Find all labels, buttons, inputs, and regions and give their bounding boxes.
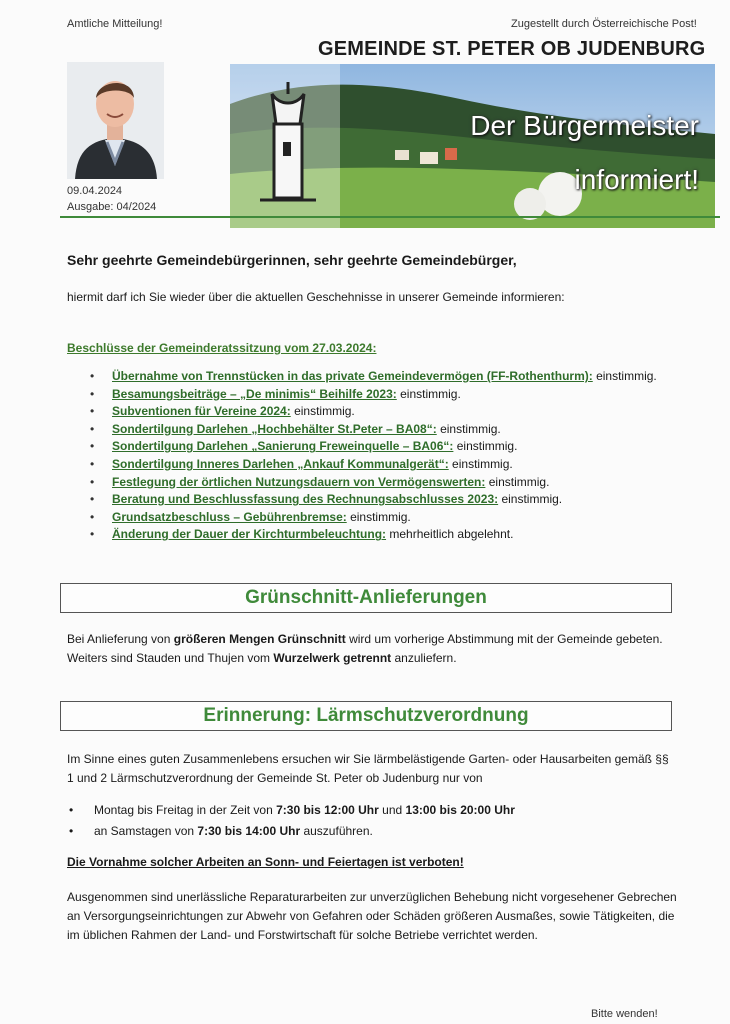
- resolution-title: Beratung und Beschlussfassung des Rechnungsabschlusses 2023:: [112, 492, 499, 507]
- noise-heading: Erinnerung: Lärmschutzverordnung: [203, 705, 529, 726]
- list-item: [67, 821, 515, 842]
- banner-headline-line2: informiert!: [574, 164, 699, 195]
- list-item: [90, 421, 710, 439]
- header-banner: [230, 64, 715, 228]
- list-item: [90, 386, 710, 404]
- greeting: Sehr geehrte Gemeindebürgerinnen, sehr geehrte Gemeindebürger,: [67, 252, 517, 268]
- resolution-result: einstimmig.: [485, 474, 550, 489]
- list-item: [90, 438, 710, 456]
- resolution-result: einstimmig.: [396, 386, 461, 401]
- time-value: 13:00 bis 20:00 Uhr: [405, 803, 515, 817]
- list-item: [90, 491, 710, 509]
- list-item: [90, 509, 710, 527]
- greenwaste-text: [67, 630, 677, 668]
- resolution-title: Sondertilgung Darlehen „Sanierung Freweinquelle – BA06“:: [112, 439, 454, 454]
- noise-heading-box: [60, 701, 672, 731]
- time-text: und: [378, 803, 406, 817]
- exceptions-text: Ausgenommen sind unerlässliche Reparaturarbeiten zur unverzüglichen Behebung nicht vorgesehener Gebrechen an Versorgungseinrichtungen zur Abwehr von Gefahren oder Schäden größeren Ausmaßes, sowie Tätigkeiten, die im üblichen Rahmen der Land- und Forstwirtschaft für solche Betriebe verrichtet werden.: [67, 890, 677, 942]
- list-item: [90, 526, 710, 544]
- resolution-result: einstimmig.: [453, 439, 518, 454]
- postal-notice-label: Zugestellt durch Österreichische Post!: [511, 18, 697, 30]
- sunday-warning: Die Vornahme solcher Arbeiten an Sonn- und Feiertagen ist verboten!: [67, 855, 464, 869]
- resolution-result: einstimmig.: [448, 456, 513, 471]
- noise-intro: Im Sinne eines guten Zusammenlebens ersuchen wir Sie lärmbelästigende Garten- oder Hausarbeiten gemäß §§ 1 und 2 Lärmschutzverordnung der Gemeinde St. Peter ob Judenburg nur von: [67, 752, 669, 785]
- greenwaste-heading-box: [60, 583, 672, 613]
- greenwaste-heading: Grünschnitt-Anlieferungen: [245, 587, 487, 608]
- list-item: [67, 800, 515, 821]
- list-item: [90, 403, 710, 421]
- issue-date: 09.04.2024: [67, 185, 123, 197]
- resolution-title: Sondertilgung Inneres Darlehen „Ankauf Kommunalgerät“:: [112, 456, 449, 471]
- resolution-title: Übernahme von Trennstücken in das private Gemeindevermögen (FF-Rothenthurm):: [112, 369, 593, 383]
- list-item: [90, 456, 710, 474]
- list-item: [90, 368, 710, 386]
- time-value: 7:30 bis 14:00 Uhr: [197, 824, 301, 838]
- resolution-result: einstimmig.: [290, 404, 355, 419]
- greenwaste-text-bold: Wurzelwerk getrennt: [273, 651, 392, 665]
- resolution-result: einstimmig.: [592, 369, 657, 383]
- resolution-title: Besamungsbeiträge – „De minimis“ Beihilfe 2023:: [112, 386, 397, 401]
- resolution-result: einstimmig.: [436, 421, 501, 436]
- resolution-title: Subventionen für Vereine 2024:: [112, 404, 291, 419]
- resolution-title: Grundsatzbeschluss – Gebührenbremse:: [112, 509, 347, 524]
- turn-page-note: Bitte wenden!: [591, 1008, 658, 1020]
- resolution-title: Änderung der Dauer der Kirchturmbeleuchtung:: [112, 527, 387, 542]
- resolution-result: einstimmig.: [498, 492, 563, 507]
- greenwaste-text-part: Bei Anlieferung von: [67, 632, 174, 646]
- resolution-title: Sondertilgung Darlehen „Hochbehälter St.Peter – BA08“:: [112, 421, 437, 436]
- greenwaste-text-bold: größeren Mengen Grünschnitt: [173, 632, 346, 646]
- resolution-result: einstimmig.: [346, 509, 411, 524]
- mayor-portrait-image: [67, 62, 164, 179]
- time-text: an Samstagen von: [94, 824, 198, 838]
- resolutions-heading: Beschlüsse der Gemeinderatssitzung vom 27.03.2024:: [67, 341, 377, 355]
- municipality-title: GEMEINDE ST. PETER OB JUDENBURG: [318, 38, 706, 60]
- mayor-photo: [67, 62, 164, 179]
- intro-text: hiermit darf ich Sie wieder über die aktuellen Geschehnisse in unserer Gemeinde informieren:: [67, 290, 565, 304]
- resolutions-list: [90, 368, 710, 544]
- issue-number: Ausgabe: 04/2024: [67, 201, 157, 213]
- greenwaste-text-part: anzuliefern.: [391, 651, 457, 665]
- landscape-image: [230, 64, 715, 228]
- official-notice-label: Amtliche Mitteilung!: [67, 18, 163, 30]
- allowed-times-list: [67, 800, 515, 842]
- time-text: Montag bis Freitag in der Zeit von: [94, 803, 277, 817]
- resolution-result: mehrheitlich abgelehnt.: [386, 527, 514, 542]
- time-value: 7:30 bis 12:00 Uhr: [276, 803, 379, 817]
- resolution-title: Festlegung der örtlichen Nutzungsdauern von Vermögenswerten:: [112, 474, 486, 489]
- greenwaste-text-part: wird um vorherige Abstimmung mit der Gemeinde gebeten. Weiters sind Stauden und Thujen vom: [67, 632, 663, 665]
- time-text: auszuführen.: [300, 824, 373, 838]
- list-item: [90, 474, 710, 492]
- header-divider: [60, 216, 720, 218]
- banner-headline-line1: Der Bürgermeister: [470, 110, 699, 141]
